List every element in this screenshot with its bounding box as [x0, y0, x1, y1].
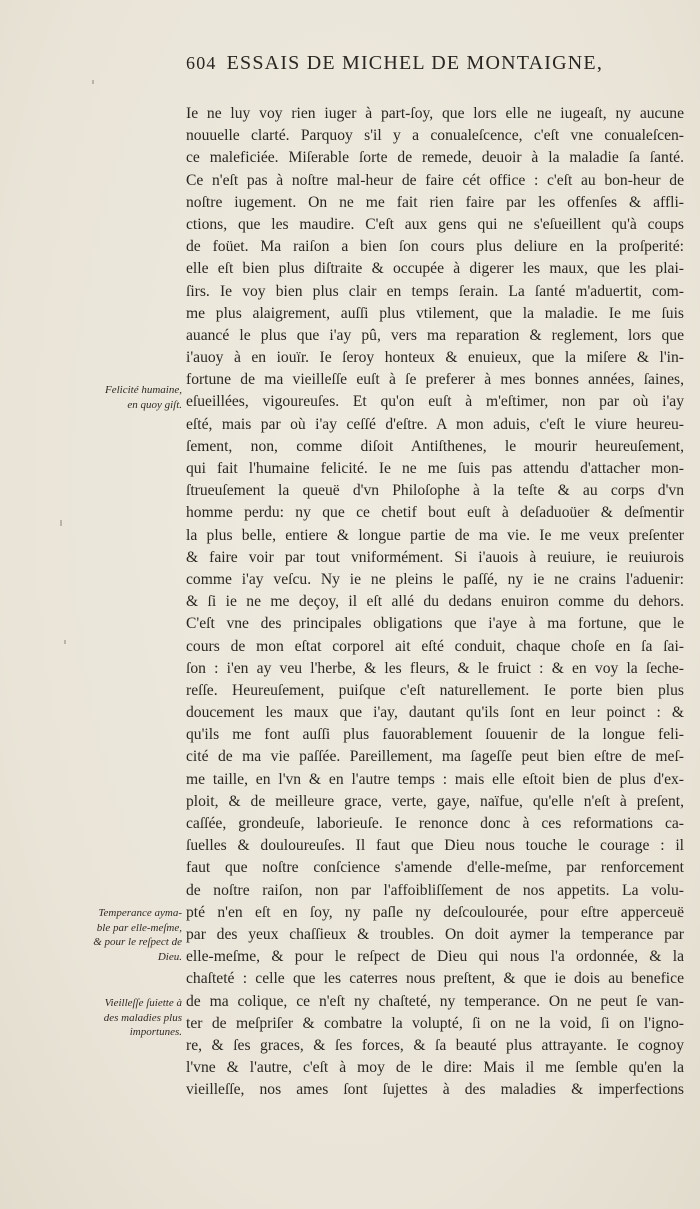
text-line: comme i'ay veſcu. Ny ie ne pleins le paſſé, ny ie ne crains l'aduenir: — [186, 570, 684, 588]
text-line: fortune de ma vieilleſſe euſt à ſe preferer à mes bonnes années, ſaines, — [186, 371, 684, 389]
text-line: faut que noſtre conſcience s'amende d'elle-meſme, par renforcement — [186, 859, 684, 877]
text-line: eſté, mais par où i'ay ceſſé d'eſtre. A mon aduis, c'eſt le viure heureu- — [186, 415, 684, 433]
text-line: ſement, non, comme diſoit Antiſthenes, le mourir heureuſement, — [186, 437, 684, 455]
text-line: Ce n'eſt pas à noſtre mal-heur de faire cét office : c'eſt au bon-heur de — [186, 171, 684, 189]
text-line: elle eſt bien plus diſtraite & occupée à digerer les maux, que les plai- — [186, 260, 684, 278]
margin-note-felicite — [72, 383, 182, 412]
margin-note-line: & pour le reſpect de — [93, 936, 182, 948]
text-line: ſuelles & douloureuſes. Il faut que Dieu nous touche le courage : il — [186, 837, 684, 855]
text-line: & ſi ie ne me deçoy, il eſt allé du dedans enuiron comme du dehors. — [186, 593, 684, 611]
text-line: re, & ſes graces, & ſes forces, & ſa beauté plus attrayante. Ie cognoy — [186, 1036, 684, 1054]
paper-speck — [60, 520, 62, 526]
text-line: qui fait l'humaine felicité. Ie ne me ſuis pas attendu d'attacher mon- — [186, 460, 684, 477]
text-line: auancé le plus que i'ay pû, vers ma reparation & reglement, lors que — [186, 326, 684, 344]
text-line: la plus belle, entiere & longue partie de ma vie. Ie me veux preſenter — [186, 526, 684, 544]
text-line: ploit, & de meilleure grace, verte, gaye, naïfue, qu'elle n'eſt à preſent, — [186, 792, 684, 810]
running-header — [186, 52, 686, 75]
text-line: cours de mon eſtat corporel ait eſté conduit, chaque choſe en ſa ſai- — [186, 637, 684, 655]
margin-note-line: Vieilleſſe ſuiette à — [104, 997, 182, 1009]
text-line: doucement les maux que i'ay, dautant qu'ils ſont en leur poinct : & — [186, 704, 684, 722]
text-line: ter de meſpriſer & combatre la volupté, ſi on ne la void, ſi on l'igno- — [186, 1014, 684, 1032]
margin-note-line: Dieu. — [157, 950, 182, 963]
margin-note-temperance — [72, 906, 182, 964]
text-line: caſſée, grondeuſe, laborieuſe. Ie renonce donc à ces reformations ca- — [186, 815, 684, 832]
margin-note-line: Temperance ayma- — [98, 907, 182, 919]
paper-speck — [92, 80, 94, 84]
text-line: & faire voir par tout vniformément. Si i'auois à reuiure, ie reuiurois — [186, 548, 684, 566]
text-line: vieilleſſe, nos ames ſont ſujettes à des maladies & imperfections — [186, 1081, 684, 1099]
text-line: nouuelle clarté. Parquoy s'il y a conualeſcence, c'eſt vne conualeſcen- — [186, 127, 684, 145]
text-line: noſtre iugement. On ne me fait rien faire par les offenſes & affli- — [186, 193, 684, 211]
text-line: pté n'en eſt en ſoy, ny paſle ny deſcoulourée, pour eſtre apperceuë — [186, 903, 684, 921]
text-line: ſtrueuſement la queuë d'vn Philoſophe à la teſte & au corps d'vn — [186, 482, 684, 500]
text-line: i'auoy à en iouïr. Ie ſeroy honteux & enuieux, que la miſere & l'in- — [186, 349, 684, 367]
page-number: 604 — [186, 53, 217, 73]
text-line: eſueillées, vigoureuſes. Et qu'on euſt à m'eſtimer, non par où i'ay — [186, 393, 684, 411]
margin-note-vieillesse — [72, 996, 182, 1040]
margin-note-line: des maladies plus — [103, 1011, 182, 1024]
text-line: de ma colique, ce n'eſt ny chaſteté, ny temperance. On ne peut ſe van- — [186, 992, 684, 1010]
text-line: qu'ils me font auſſi plus fauorablement ſouuenir de la longue feli- — [186, 726, 684, 744]
margin-note-line: en quoy giſt. — [127, 398, 182, 411]
text-line: de foüet. Ma raiſon a bien ſon cours plus deliure en la proſperité: — [186, 238, 684, 256]
text-line: Ie ne luy voy rien iuger à part-ſoy, que lors elle ne iugeaſt, ny aucune — [186, 105, 684, 122]
text-line: elle-meſme, & pour le reſpect de Dieu qui nous l'a ordonnée, & la — [186, 948, 684, 966]
text-line: ſon : i'en ay veu l'herbe, & les fleurs, & le fruict : & en voy la ſeche- — [186, 659, 684, 677]
text-line: l'vne & l'autre, c'eſt à moy de le dire: Mais il me ſemble qu'en la — [186, 1059, 684, 1077]
margin-note-line: Felicité humaine, — [105, 384, 182, 396]
text-line: ce maleficiée. Miſerable ſorte de remede, deuoir à la maladie ſa ſanté. — [186, 149, 684, 167]
text-line: me plus alaigrement, auſſi plus vtilement, que la maladie. Ie me ſuis — [186, 304, 684, 322]
margin-note-line: importunes. — [129, 1026, 182, 1038]
text-line: par des yeux chaſſieux & troubles. On doit aymer la temperance par — [186, 925, 684, 943]
text-line: chaſteté : celle que les caterres nous preſtent, & que ie dois au benefice — [186, 970, 684, 988]
text-line: reſſe. Heureuſement, puiſque c'eſt naturellement. Ie porte bien plus — [186, 681, 684, 699]
text-line: ctions, que les maudire. C'eſt aux gens qui ne s'eſueillent qu'à coups — [186, 215, 684, 233]
text-line: me taille, en l'vn & en l'autre temps : mais elle eſtoit bien de plus d'ex- — [186, 770, 684, 788]
text-line: ſirs. Ie voy bien plus clair en temps ſerain. La ſanté m'aduertit, com- — [186, 282, 684, 300]
text-line: homme perdu: ny que ce chetif bout euſt à deſaduoüer & deſmentir — [186, 504, 684, 522]
margin-note-line: ble par elle-meſme, — [96, 921, 182, 934]
text-line: de noſtre raiſon, non par l'affoibliſſement de nos appetits. La volu- — [186, 881, 684, 899]
paper-speck — [64, 640, 66, 644]
running-title: ESSAIS DE MICHEL DE MONTAIGNE, — [226, 52, 604, 74]
text-line: C'eſt vne des principales obligations que i'aye à ma fortune, que le — [186, 615, 684, 633]
text-line: cité de ma vie paſſée. Pareillement, ma ſageſſe peut bien eſtre de meſ- — [186, 748, 684, 766]
main-text-block — [186, 103, 684, 1101]
